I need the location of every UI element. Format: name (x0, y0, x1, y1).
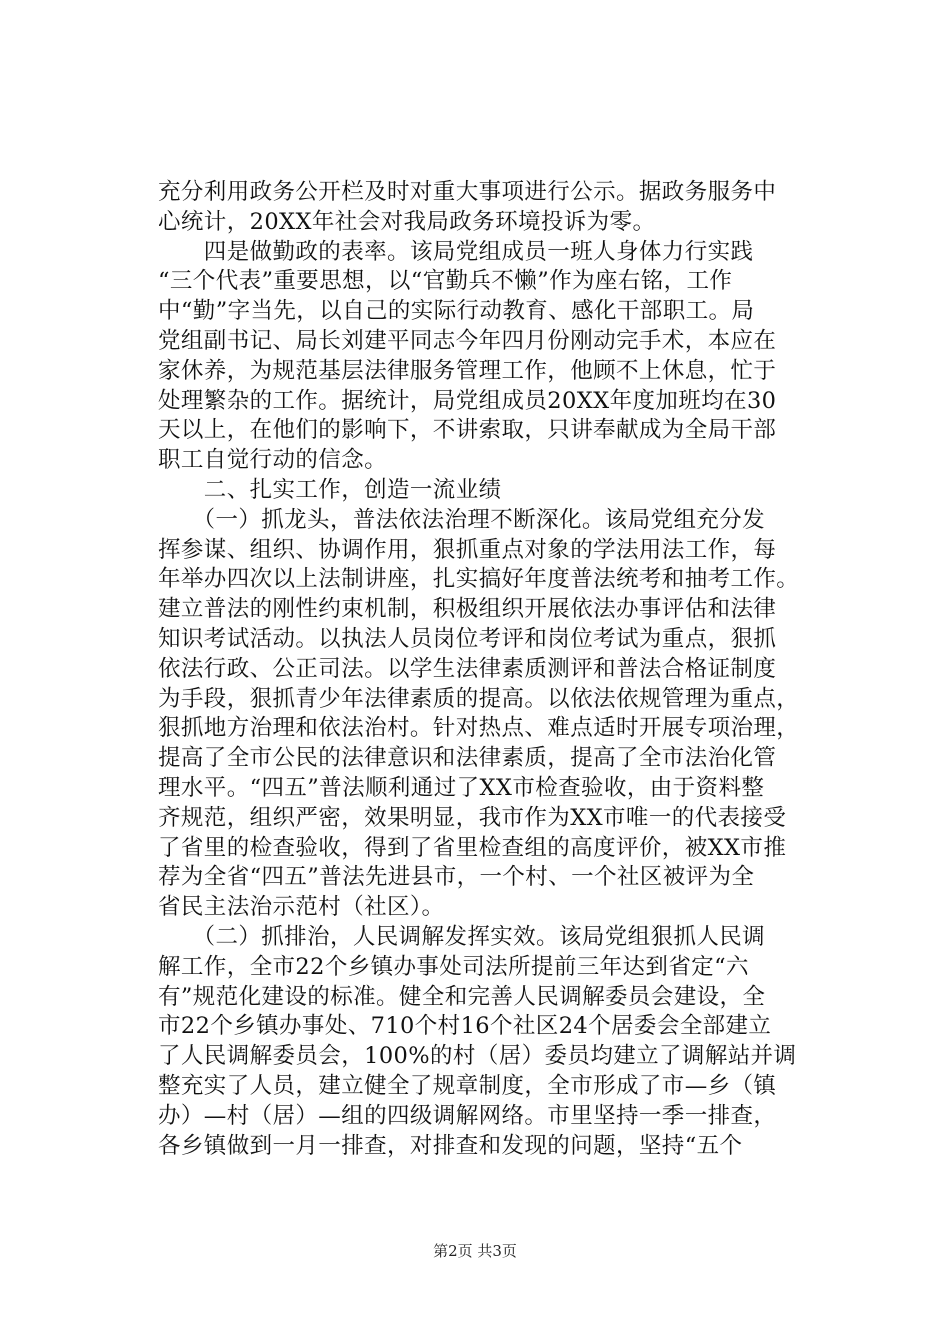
text-line: 狠抓地方治理和依法治村。针对热点、难点适时开展专项治理， (158, 715, 800, 742)
text-line: 党组副书记、局长刘建平同志今年四月份刚动完手术，本应在 (158, 327, 777, 354)
text-line: 家休养，为规范基层法律服务管理工作，他顾不上休息，忙于 (158, 357, 777, 384)
text-line: 四是做勤政的表率。该局党组成员一班人身体力行实践 (158, 238, 754, 265)
text-line: 齐规范，组织严密，效果明显，我市作为XX市唯一的代表接受 (158, 804, 787, 831)
page-footer: 第2页 共3页 (433, 1242, 517, 1260)
text-line: 了省里的检查验收，得到了省里检查组的高度评价，被XX市推 (158, 834, 787, 861)
document-body (158, 178, 836, 1161)
text-line: 办）—村（居）—组的四级调解网络。市里坚持一季一排查， (158, 1102, 777, 1129)
text-line: 理水平。“四五”普法顺利通过了XX市检查验收，由于资料整 (158, 774, 765, 801)
text-line: 荐为全省“四五”普法先进县市，一个村、一个社区被评为全 (158, 864, 755, 891)
text-line: 解工作，全市22个乡镇办事处司法所提前三年达到省定“六 (158, 953, 749, 980)
text-line: “三个代表”重要思想，以“官勤兵不懒”作为座右铭，工作 (158, 268, 733, 295)
text-line: 依法行政、公正司法。以学生法律素质测评和普法合格证制度 (158, 655, 777, 682)
text-line: （二）抓排治，人民调解发挥实效。该局党组狠抓人民调 (158, 923, 766, 950)
text-line: 挥参谋、组织、协调作用，狠抓重点对象的学法用法工作，每 (158, 536, 777, 563)
text-line: 了人民调解委员会，100%的村（居）委员均建立了调解站并调 (158, 1043, 797, 1070)
text-line: 心统计，20XX年社会对我局政务环境投诉为零。 (158, 208, 656, 235)
text-line: 市22个乡镇办事处、710个村16个社区24个居委会全部建立 (158, 1013, 772, 1040)
text-line: 省民主法治示范村（社区）。 (158, 894, 445, 921)
text-line: 年举办四次以上法制讲座，扎实搞好年度普法统考和抽考工作。 (158, 566, 800, 593)
section-heading: 二、扎实工作，创造一流业绩 (158, 476, 502, 503)
text-line: （一）抓龙头，普法依法治理不断深化。该局党组充分发 (158, 506, 766, 533)
text-line: 中“勤”字当先，以自己的实际行动教育、感化干部职工。局 (158, 298, 755, 325)
text-line: 建立普法的刚性约束机制，积极组织开展依法办事评估和法律 (158, 596, 777, 623)
text-line: 知识考试活动。以执法人员岗位考评和岗位考试为重点，狠抓 (158, 625, 777, 652)
text-line: 提高了全市公民的法律意识和法律素质，提高了全市法治化管 (158, 745, 777, 772)
text-line: 整充实了人员，建立健全了规章制度，全市形成了市—乡（镇 (158, 1072, 777, 1099)
text-line: 为手段，狠抓青少年法律素质的提高。以依法依规管理为重点， (158, 685, 800, 712)
text-line: 职工自觉行动的信念。 (158, 447, 388, 474)
text-line: 有”规范化建设的标准。健全和完善人民调解委员会建设，全 (158, 983, 766, 1010)
text-line: 处理繁杂的工作。据统计，局党组成员20XX年度加班均在30 (158, 387, 777, 414)
text-line: 各乡镇做到一月一排查，对排查和发现的问题，坚持“五个 (158, 1132, 743, 1159)
text-line: 天以上，在他们的影响下，不讲索取，只讲奉献成为全局干部 (158, 417, 777, 444)
text-line: 充分利用政务公开栏及时对重大事项进行公示。据政务服务中 (158, 179, 777, 205)
